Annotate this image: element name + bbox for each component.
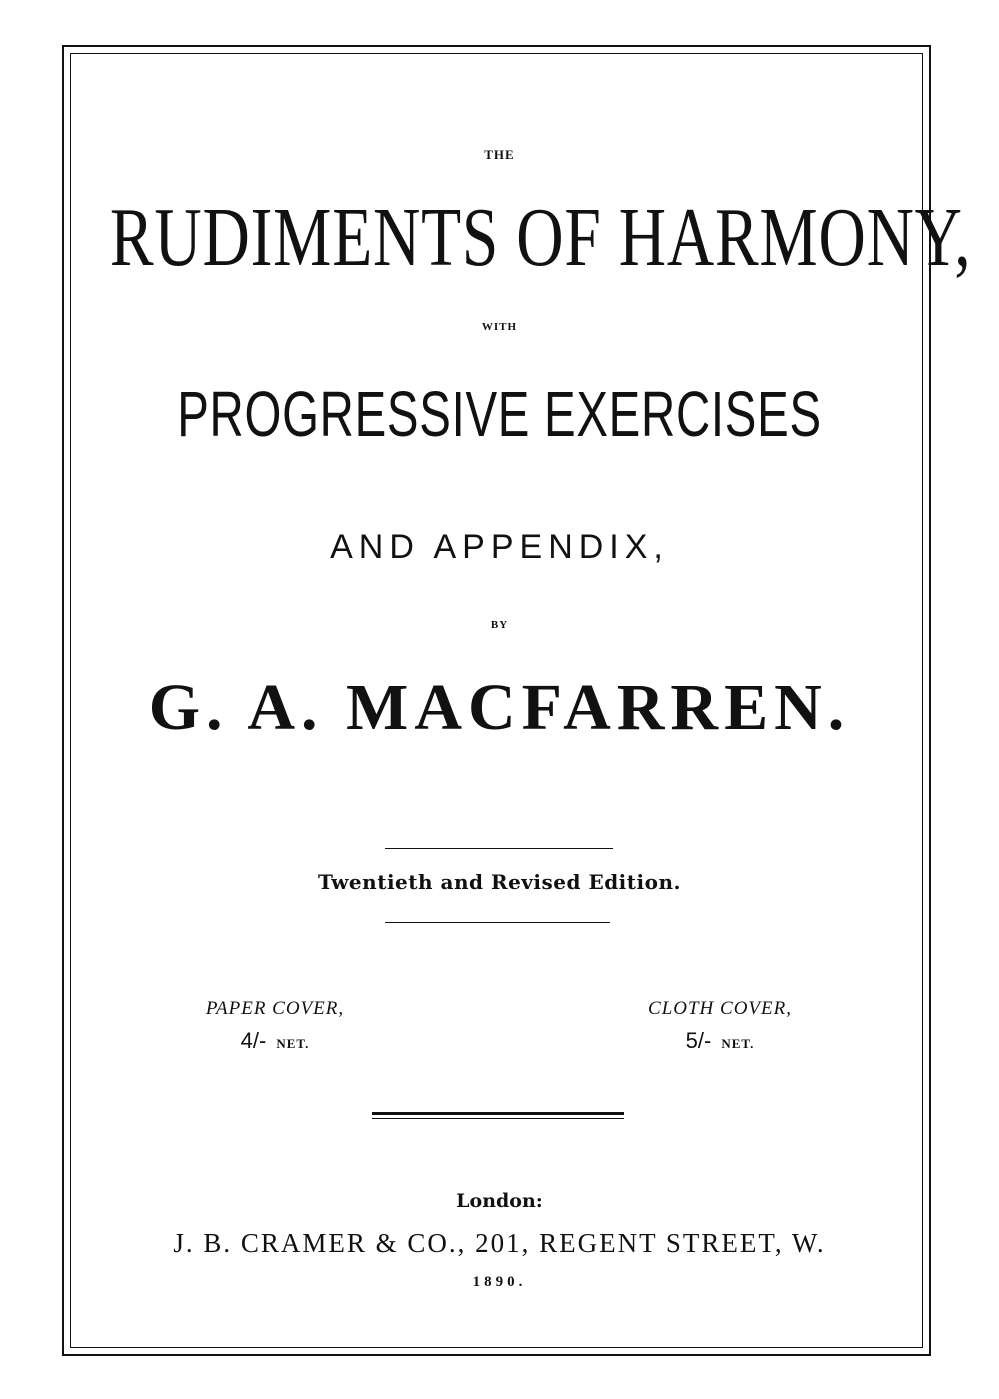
cloth-cover-label: CLOTH COVER, — [648, 998, 792, 1019]
divider-rule-thin — [372, 1118, 624, 1119]
publication-year: 1890. — [472, 1274, 527, 1290]
publisher-imprint: J. B. CRAMER & CO., 201, REGENT STREET, W. — [173, 1228, 826, 1258]
by-label: BY — [490, 619, 509, 631]
with-label: WITH — [481, 321, 518, 333]
paper-cover-net: NET. — [276, 1036, 310, 1051]
cloth-cover-amount — [625, 1028, 815, 1054]
author-name: G. A. MACFARREN. — [148, 671, 851, 744]
paper-cover-amount — [180, 1028, 370, 1054]
paper-cover-price-value: 4/- — [240, 1028, 267, 1053]
divider-rule-top — [385, 848, 613, 849]
appendix-line: AND APPENDIX, — [330, 528, 669, 566]
cloth-cover-net: NET. — [721, 1036, 755, 1051]
paper-cover-label: PAPER COVER, — [205, 998, 345, 1019]
cloth-cover-price — [625, 998, 815, 1054]
the-label: THE — [484, 147, 515, 162]
book-subtitle: PROGRESSIVE EXERCISES — [177, 378, 822, 450]
divider-rule-bottom — [385, 922, 610, 923]
book-title: RUDIMENTS OF HARMONY, — [109, 191, 972, 284]
edition-statement: Twentieth and Revised Edition. — [318, 870, 681, 894]
cloth-cover-price-value: 5/- — [685, 1028, 712, 1053]
paper-cover-price — [180, 998, 370, 1054]
publication-city: London: — [456, 1190, 543, 1212]
divider-rule-thick — [372, 1112, 624, 1115]
